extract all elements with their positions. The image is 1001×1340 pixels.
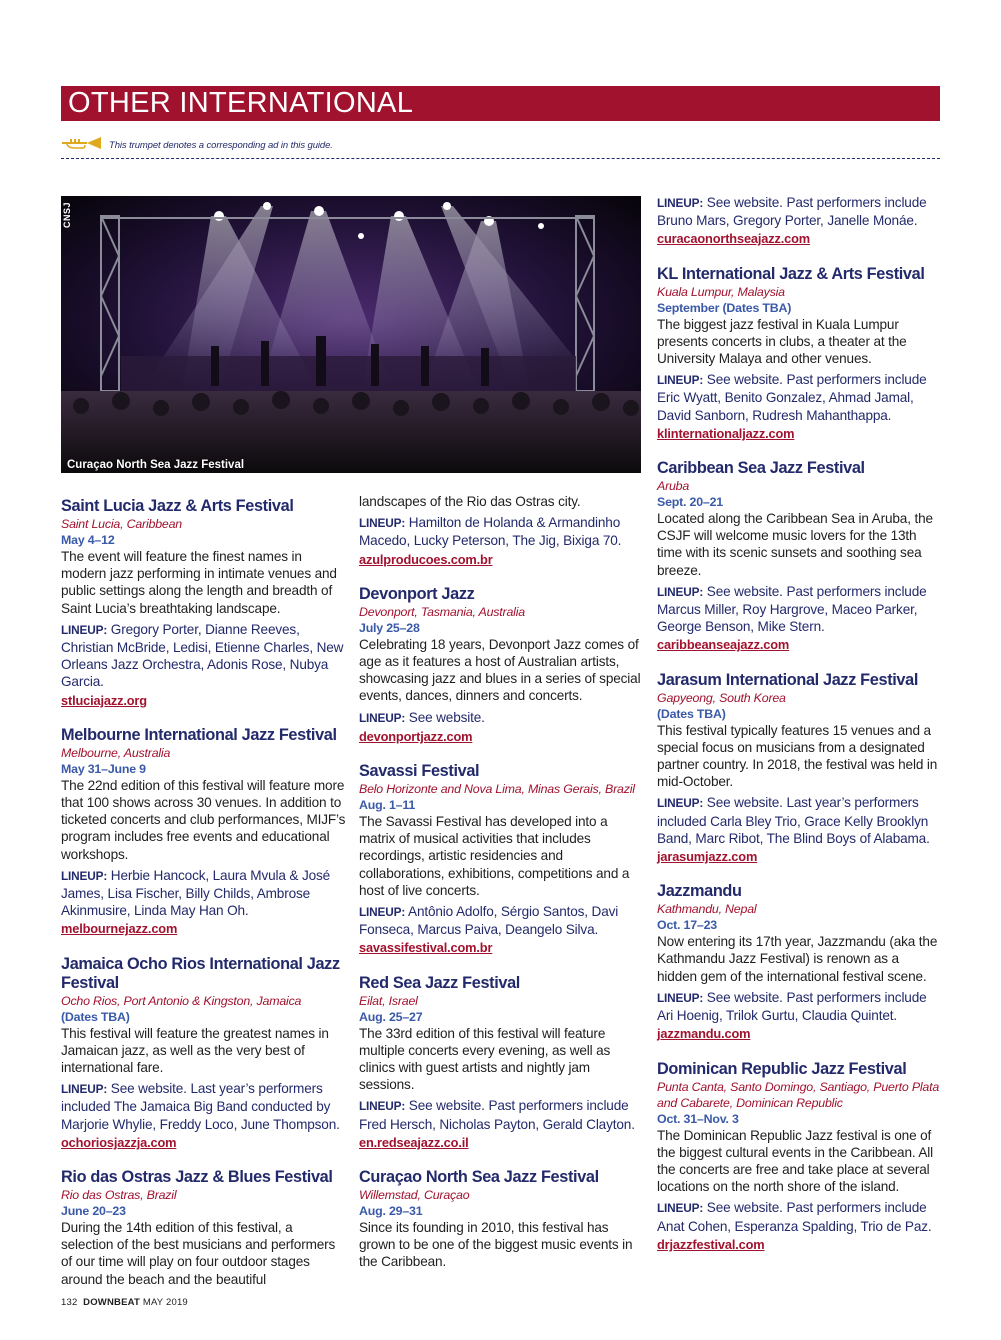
festival-url[interactable]: devonportjazz.com — [359, 728, 473, 744]
festival-location: Aruba — [657, 479, 690, 494]
trumpet-note-text: This trumpet denotes a corresponding ad in this guide. — [109, 139, 333, 151]
festival-entry-continued — [359, 493, 642, 568]
lineup-text: See website. Last year’s performers included The Jamaica Big Band conducted by Marjorie Whylie, Freddy Loco, June Thompson. — [61, 1081, 340, 1132]
festival-lineup — [657, 989, 940, 1024]
festival-dates: May 4–12 — [61, 533, 115, 547]
festival-lineup — [61, 867, 346, 920]
festival-dates: Aug. 1–11 — [359, 798, 416, 813]
festival-description: Celebrating 18 years, Devonport Jazz comes of age as it features a host of Australian artists, showcasing jazz and blues in a series of special events, dances, dinners and concerts. — [359, 636, 641, 704]
festival-lineup — [61, 621, 346, 691]
festival-location: Punta Canta, Santo Domingo, Santiago, Puerto Plata and Cabarete, Dominican Republic — [657, 1079, 940, 1110]
festival-photo — [61, 196, 641, 473]
festival-entry — [657, 459, 940, 654]
lineup-text: Herbie Hancock, Laura Mvula & José James, Lisa Fischer, Billy Childs, Ambrose Akinmusire, Linda May Han Oh. — [61, 867, 331, 919]
festival-dates: September (Dates TBA) — [657, 300, 792, 315]
festival-lineup — [657, 1199, 940, 1234]
festival-entry — [359, 974, 642, 1151]
festival-dates: July 25–28 — [359, 620, 420, 635]
festival-dates: Oct. 31–Nov. 3 — [657, 1111, 739, 1126]
festival-description: The Savassi Festival has developed into a matrix of musical activities that includes recordings, artistic residencies and collaborations, exhibitions, competitions and a host of live concerts. — [359, 814, 630, 898]
lineup-label: LINEUP: — [359, 905, 406, 920]
festival-description: Located along the Caribbean Sea in Aruba, the CSJF will welcome music lovers for the 13th time with its scenic sunsets and soothing sea breeze. — [657, 511, 933, 578]
section-title: OTHER INTERNATIONAL — [68, 87, 414, 119]
festival-name: Dominican Republic Jazz Festival — [657, 1059, 907, 1078]
lineup-label: LINEUP: — [657, 1201, 704, 1216]
festival-entry — [657, 882, 940, 1042]
festival-lineup — [657, 583, 940, 636]
festival-entry — [657, 1060, 940, 1253]
festival-url[interactable]: melbournejazz.com — [61, 921, 178, 937]
festival-description: This festival will feature the greatest names in Jamaican jazz, as well as the very best of international fare. — [61, 1025, 329, 1076]
festival-lineup — [359, 709, 642, 727]
lineup-text: Antônio Adolfo, Sérgio Santos, Davi Fonseca, Marcus Paiva, Deangelo Silva. — [359, 904, 619, 938]
festival-url[interactable]: en.redseajazz.co.il — [359, 1134, 469, 1150]
festival-lineup — [359, 514, 642, 549]
festival-lineup — [61, 1080, 346, 1133]
festival-location: Devonport, Tasmania, Australia — [359, 604, 525, 619]
lineup-label: LINEUP: — [61, 622, 108, 637]
lineup-text: See website. Past performers include Ari Hoenig, Trilok Gurtu, Claudia Quintet. — [657, 989, 927, 1024]
dashed-divider — [61, 158, 940, 159]
festival-name: Devonport Jazz — [359, 584, 475, 603]
page-footer — [61, 1297, 188, 1308]
festival-description: The 22nd edition of this festival will feature more that 100 shows across 30 venues. In addition to ticketed concerts and club performances, MIJF’s program includes free events and educational workshops. — [61, 777, 346, 862]
festival-description: Now entering its 17th year, Jazzmandu (aka the Kathmandu Jazz Festival) is renown as a hidden gem of the international festival scene. — [657, 934, 938, 984]
lineup-text: See website. Past performers include Marcus Miller, Roy Hargrove, Maceo Parker, George Benson, Mike Stern. — [657, 583, 927, 635]
lineup-text: Hamilton de Holanda & Armandinho Macedo, Lucky Peterson, The Jig, Bixiga 70. — [359, 515, 622, 549]
festival-entry — [61, 1168, 346, 1288]
trumpet-note — [61, 136, 333, 154]
lineup-text: See website. Past performers include Anat Cohen, Esperanza Spalding, Trio de Paz. — [657, 1200, 932, 1234]
festival-name: Rio das Ostras Jazz & Blues Festival — [61, 1168, 333, 1187]
page-number: 132 — [61, 1297, 78, 1308]
festival-name: Red Sea Jazz Festival — [359, 973, 520, 992]
festival-location: Gapyeong, South Korea — [657, 690, 786, 705]
festival-lineup — [657, 371, 940, 424]
column-3 — [657, 194, 940, 1270]
festival-entry-continued — [657, 194, 940, 248]
lineup-text: Gregory Porter, Dianne Reeves, Christian McBride, Ledisi, Etienne Charles, New Orleans Jazz Orchestra, Adonis Rose, Nubya Garcia. — [61, 621, 344, 690]
festival-description: The biggest jazz festival in Kuala Lumpur presents concerts in clubs, a theater at the University Malaya and other venues. — [657, 316, 907, 367]
festival-location: Willemstad, Curaçao — [359, 1188, 470, 1203]
festival-description: Since its founding in 2010, this festival has grown to be one of the biggest music events in the Caribbean. — [359, 1220, 633, 1270]
column-2 — [359, 493, 642, 1288]
festival-url[interactable]: savassifestival.com.br — [359, 940, 493, 956]
lineup-text: See website. Past performers include Bruno Mars, Gregory Porter, Janelle Monáe. — [657, 195, 927, 229]
festival-location: Saint Lucia, Caribbean — [61, 517, 182, 531]
lineup-text: See website. Past performers include Fred Hersch, Nicholas Payton, Gerald Clayton. — [359, 1098, 635, 1132]
issue-date: MAY 2019 — [142, 1297, 188, 1308]
lineup-label: LINEUP: — [657, 373, 704, 388]
lineup-text: See website. Past performers include Eric Wyatt, Benito Gonzalez, Ahmad Jamal, David Sanborn, Rudresh Mahanthappa. — [657, 372, 927, 423]
festival-dates: Oct. 17–23 — [657, 918, 717, 933]
festival-description: This festival typically features 15 venues and a special focus on musicians from a designated partner country. In 2018, the festival was held in mid-October. — [657, 722, 938, 790]
festival-location: Kuala Lumpur, Malaysia — [657, 284, 785, 299]
festival-description: landscapes of the Rio das Ostras city. — [359, 494, 581, 509]
festival-location: Rio das Ostras, Brazil — [61, 1188, 177, 1203]
festival-entry — [61, 955, 346, 1151]
festival-dates: May 31–June 9 — [61, 761, 146, 776]
lineup-label: LINEUP: — [359, 516, 406, 531]
festival-entry — [61, 726, 346, 938]
magazine-name: DOWNBEAT — [83, 1297, 140, 1308]
lineup-label: LINEUP: — [657, 990, 704, 1005]
lineup-label: LINEUP: — [61, 868, 108, 883]
festival-dates: Aug. 29–31 — [359, 1204, 423, 1219]
festival-description: The event will feature the finest names in modern jazz performing in intimate venues and public settings along the length and breadth of Saint Lucia’s breathtaking landscape. — [61, 549, 337, 616]
festival-entry — [359, 585, 642, 745]
column-1 — [61, 497, 346, 1305]
festival-dates: June 20–23 — [61, 1204, 126, 1219]
festival-dates: Aug. 25–27 — [359, 1009, 423, 1024]
festival-description: During the 14th edition of this festival, a selection of the best musicians and performers of our time will play on four outdoor stages around the beach and the beautiful — [61, 1220, 336, 1287]
festival-name: Melbourne International Jazz Festival — [61, 725, 337, 744]
festival-url[interactable]: klinternationaljazz.com — [657, 425, 795, 441]
festival-description: The 33rd edition of this festival will feature multiple concerts every evening, as well as clinics with guest artists and nightly jam sessions. — [359, 1025, 611, 1093]
lineup-text: See website. — [408, 709, 485, 725]
festival-name: Caribbean Sea Jazz Festival — [657, 459, 865, 478]
festival-url[interactable]: caribbeanseajazz.com — [657, 637, 790, 653]
festival-entry — [657, 671, 940, 866]
festival-name: Saint Lucia Jazz & Arts Festival — [61, 497, 294, 515]
festival-lineup — [359, 1097, 642, 1132]
photo-caption: Curaçao North Sea Jazz Festival — [67, 459, 245, 471]
festival-url[interactable]: ochoriosjazzja.com — [61, 1134, 177, 1150]
festival-location: Melbourne, Australia — [61, 745, 171, 760]
festival-entry — [359, 762, 642, 957]
festival-name: Jarasum International Jazz Festival — [657, 670, 919, 689]
festival-url[interactable]: jazzmandu.com — [657, 1026, 751, 1042]
festival-dates: (Dates TBA) — [61, 1009, 130, 1024]
festival-description: The Dominican Republic Jazz festival is one of the biggest cultural events in the Caribbean. All the concerts are free and take place at several locations on the north shore of the island. — [657, 1127, 934, 1195]
festival-dates: Sept. 20–21 — [657, 495, 723, 510]
festival-lineup — [657, 194, 940, 229]
festival-dates: (Dates TBA) — [657, 706, 726, 721]
festival-location: Belo Horizonte and Nova Lima, Minas Gerais, Brazil — [359, 782, 635, 797]
lineup-label: LINEUP: — [359, 710, 406, 725]
lineup-label: LINEUP: — [657, 796, 704, 811]
lineup-label: LINEUP: — [359, 1099, 406, 1114]
festival-entry — [61, 497, 346, 709]
festival-name: Jazzmandu — [657, 882, 742, 901]
festival-name: Jamaica Ocho Rios International Jazz Festival — [61, 954, 340, 992]
festival-name: KL International Jazz & Arts Festival — [657, 264, 925, 283]
festival-url[interactable]: drjazzfestival.com — [657, 1236, 765, 1252]
festival-url[interactable]: azulproducoes.com.br — [359, 551, 493, 567]
festival-lineup — [657, 794, 940, 847]
festival-url[interactable]: jarasumjazz.com — [657, 849, 758, 865]
festival-name: Curaçao North Sea Jazz Festival — [359, 1168, 599, 1187]
lineup-text: See website. Last year’s performers included Carla Bley Trio, Grace Kelly Brooklyn Band, Marc Ribot, The Blind Boys of Alabama. — [657, 795, 930, 846]
festival-location: Ocho Rios, Port Antonio & Kingston, Jamaica — [61, 993, 302, 1008]
festival-entry — [359, 1168, 642, 1271]
festival-url[interactable]: curacaonorthseajazz.com — [657, 231, 811, 247]
lineup-label: LINEUP: — [657, 196, 704, 210]
lineup-label: LINEUP: — [61, 1082, 108, 1097]
festival-lineup — [359, 903, 642, 938]
photo-credit: CNSJ — [62, 202, 72, 229]
festival-location: Eilat, Israel — [359, 993, 418, 1008]
festival-entry — [657, 265, 940, 442]
lineup-label: LINEUP: — [657, 584, 704, 599]
festival-url[interactable]: stluciajazz.org — [61, 692, 147, 708]
festival-location: Kathmandu, Nepal — [657, 902, 757, 917]
festival-name: Savassi Festival — [359, 762, 480, 781]
section-header-bar — [61, 86, 940, 121]
trumpet-icon — [61, 136, 103, 155]
